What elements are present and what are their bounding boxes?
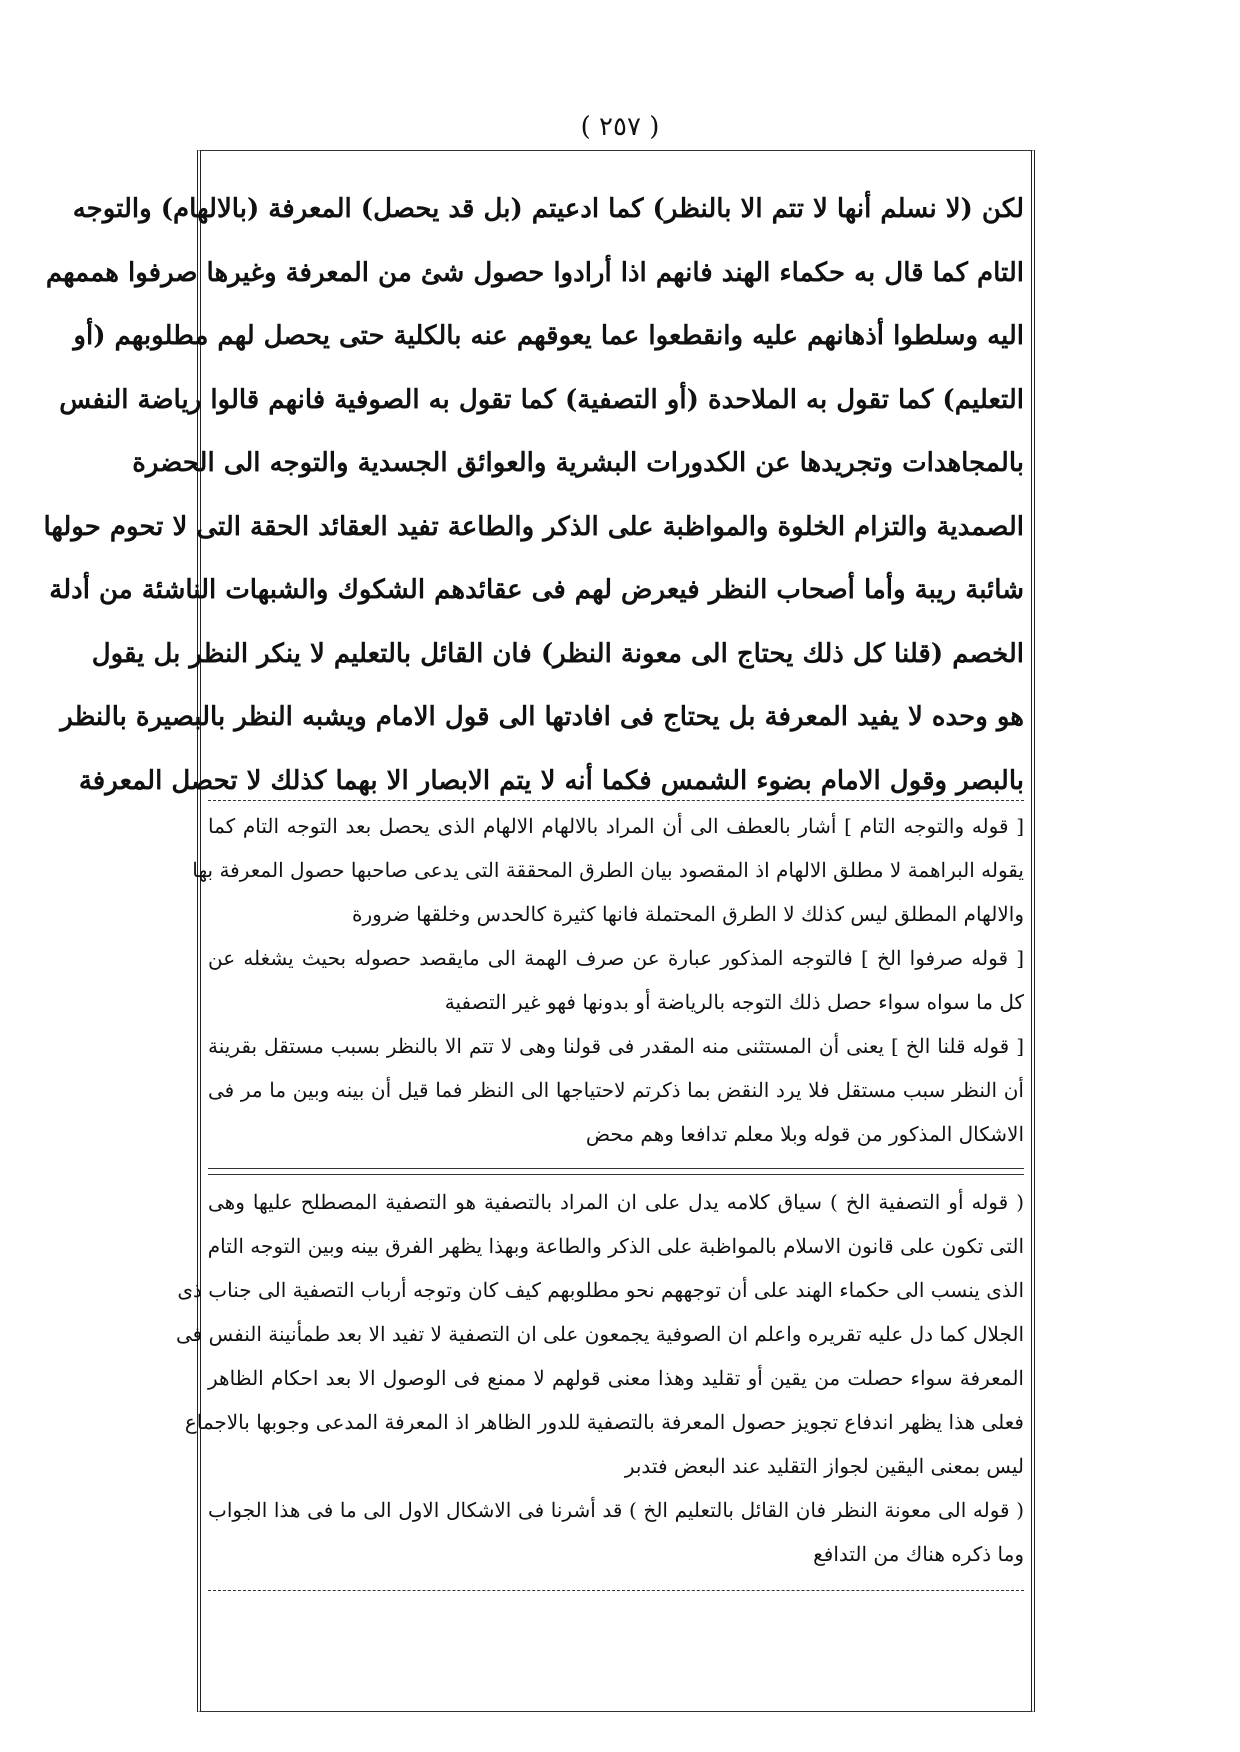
divider-notes-bottom [208, 1174, 1024, 1175]
main-text-line: التام كما قال به حكماء الهند فانهم اذا أرادوا حصول شئ من المعرفة وغيرها صرفوا هممهم [45, 257, 1024, 288]
commentary-line: المعرفة سواء حصلت من يقين أو تقليد وهذا معنى قولهم لا ممنع فى الوصول الا بعد احكام الظاهر [208, 1366, 1024, 1390]
main-text-line: بالمجاهدات وتجريدها عن الكدورات البشرية والعوائق الجسدية والتوجه الى الحضرة [132, 448, 1024, 478]
main-text-line: التعليم) كما تقول به الملاحدة (أو التصفية) كما تقول به الصوفية فانهم قالوا رياضة النفس [59, 384, 1024, 415]
divider-main [208, 800, 1024, 801]
main-text-line: لكن (لا نسلم أنها لا تتم الا بالنظر) كما ادعيتم (بل قد يحصل) المعرفة (بالالهام) والتوجه [72, 194, 1024, 224]
commentary-line: فعلى هذا يظهر اندفاع تجويز حصول المعرفة بالتصفية للدور الظاهر اذ المعرفة المدعى وجوبها بالاجماع [184, 1410, 1024, 1434]
main-text-line: هو وحده لا يفيد المعرفة بل يحتاج فى افادتها الى قول الامام ويشبه النظر بالبصيرة بالنظر [60, 702, 1024, 732]
page-number: ( ٢٥٧ ) [580, 112, 660, 142]
commentary-line: أن النظر سبب مستقل فلا يرد النقض بما ذكرتم لاحتياجها الى النظر فما قيل أن بينه وبين ما مر فى [208, 1078, 1024, 1102]
commentary-line: [ قوله والتوجه التام ] أشار بالعطف الى أن المراد بالالهام الالهام الذى يحصل بعد التوجه التام كما [208, 814, 1024, 838]
main-text-line: شائبة ريبة وأما أصحاب النظر فيعرض لهم فى عقائدهم الشكوك والشبهات الناشئة من أدلة [49, 575, 1024, 605]
main-text-line: الصمدية والتزام الخلوة والمواظبة على الذكر والطاعة تفيد العقائد الحقة التى لا تحوم حولها [43, 511, 1024, 542]
commentary-line: التى تكون على قانون الاسلام بالمواظبة على الذكر والطاعة وبهذا يظهر الفرق بينه وبين التوجه التام [207, 1234, 1024, 1258]
commentary-line: كل ما سواه سواء حصل ذلك التوجه بالرياضة أو بدونها فهو غير التصفية [444, 990, 1024, 1014]
divider-bottom [208, 1590, 1024, 1591]
commentary-line: الاشكال المذكور من قوله وبلا معلم تدافعا وهم محض [585, 1122, 1024, 1146]
commentary-block-1 [192, 804, 1024, 1156]
commentary-block-2 [176, 1180, 1024, 1576]
main-text-line: الخصم (قلنا كل ذلك يحتاج الى معونة النظر) فان القائل بالتعليم لا ينكر النظر بل يقول [91, 638, 1024, 669]
commentary-line: ( قوله أو التصفية الخ ) سياق كلامه يدل على ان المراد بالتصفية هو التصفية المصطلح عليها وهى [208, 1190, 1024, 1214]
commentary-line: وما ذكره هناك من التدافع [813, 1542, 1024, 1566]
commentary-line: الذى ينسب الى حكماء الهند على أن توجههم نحو مطلوبهم كيف كان وتوجه أرباب التصفية الى جناب ذى [177, 1278, 1024, 1302]
main-text-line: اليه وسلطوا أذهانهم عليه وانقطعوا عما يعوقهم عنه بالكلية حتى يحصل لهم مطلوبهم (أو [73, 321, 1024, 351]
commentary-line: [ قوله قلنا الخ ] يعنى أن المستثنى منه المقدر فى قولنا وهى لا تتم الا بالنظر بسبب مستقل بقرينة [208, 1034, 1024, 1058]
commentary-line: ( قوله الى معونة النظر فان القائل بالتعليم الخ ) قد أشرنا فى الاشكال الاول الى ما فى هذا الجواب [208, 1498, 1024, 1522]
main-text [43, 178, 1024, 813]
commentary-line: والالهام المطلق ليس كذلك لا الطرق المحتملة فانها كثيرة كالحدس وخلقها ضرورة [352, 902, 1024, 926]
commentary-line: [ قوله صرفوا الخ ] فالتوجه المذكور عبارة عن صرف الهمة الى مايقصد حصوله بحيث يشغله عن [208, 946, 1024, 970]
commentary-line: ليس بمعنى اليقين لجواز التقليد عند البعض فتدبر [624, 1454, 1024, 1478]
divider-notes-top [208, 1168, 1024, 1169]
main-text-line: بالبصر وقول الامام بضوء الشمس فكما أنه لا يتم الابصار الا بهما كذلك لا تحصل المعرفة [78, 765, 1024, 796]
commentary-line: يقوله البراهمة لا مطلق الالهام اذ المقصود بيان الطرق المحققة التى يدعى صاحبها حصول المعرفة بها [192, 858, 1024, 882]
commentary-line: الجلال كما دل عليه تقريره واعلم ان الصوفية يجمعون على ان التصفية لا تفيد الا بعد طمأنينة النفس فى [176, 1322, 1024, 1346]
